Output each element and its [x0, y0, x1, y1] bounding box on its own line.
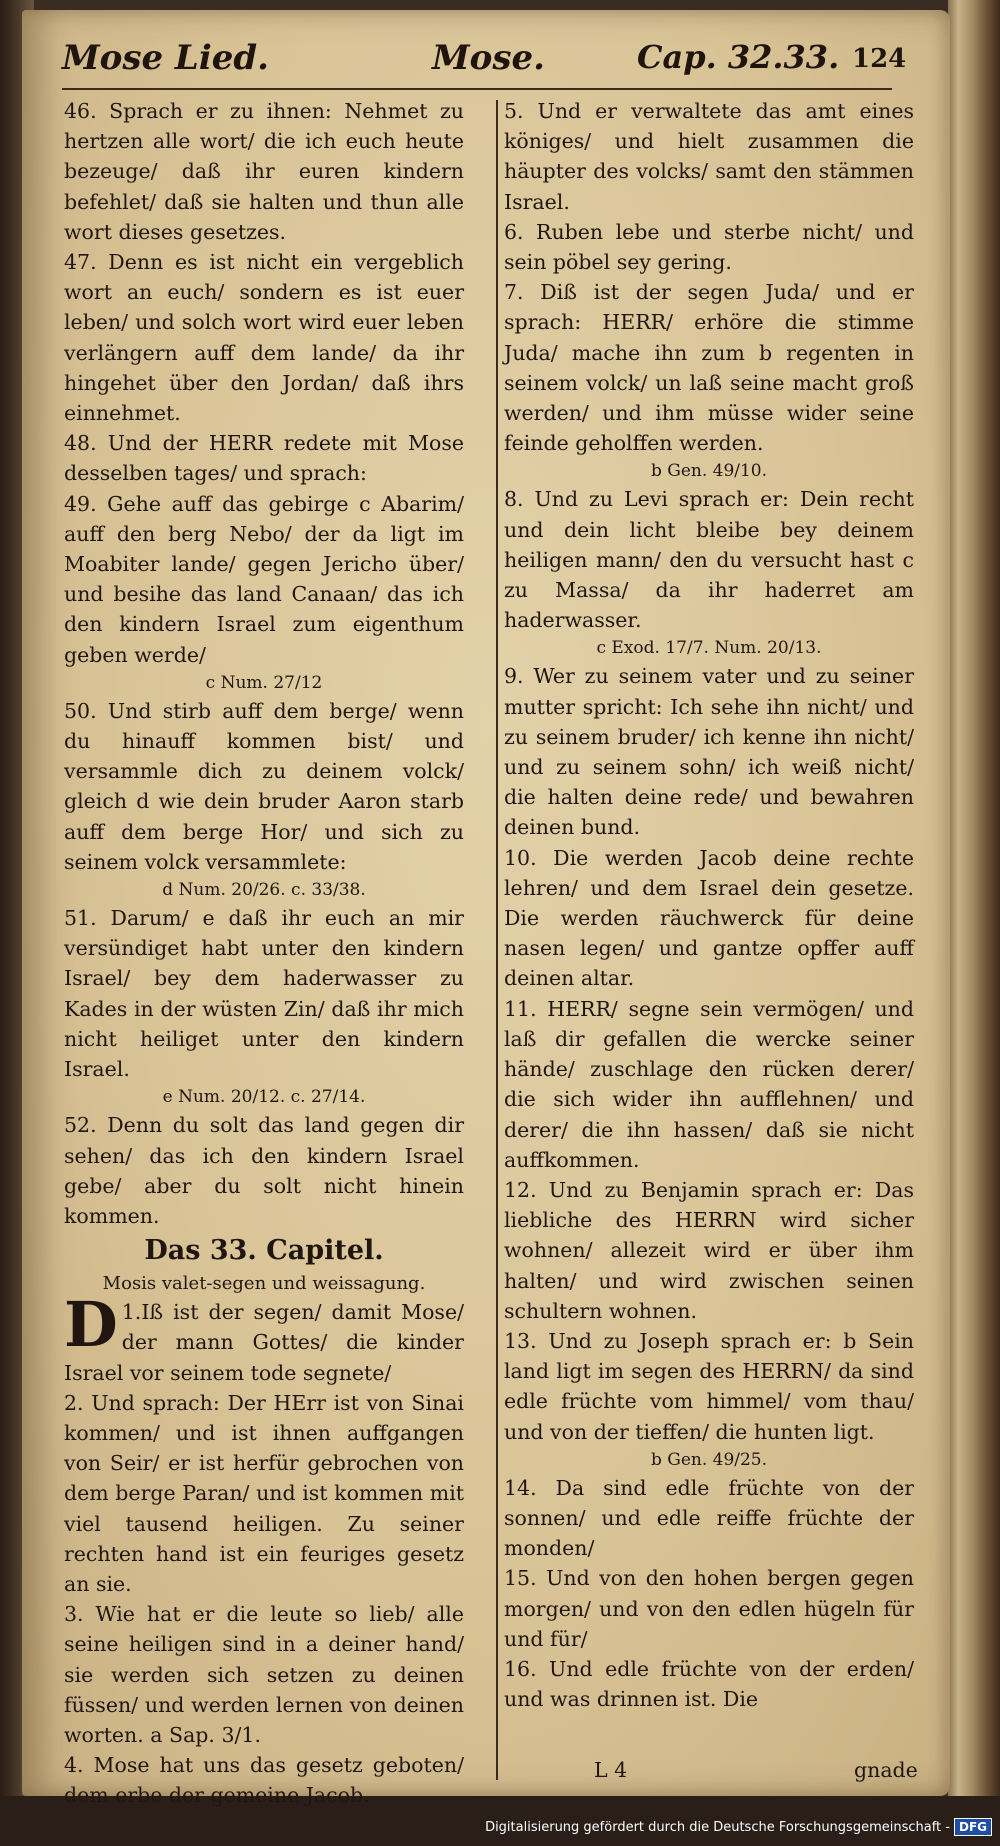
chapter-reference: Cap. 32.33.	[637, 38, 840, 76]
verse-paragraph: 7. Diß ist der segen Juda/ und er sprach: HERR/ erhöre die stimme Juda/ mache ihn zum b regenten in seinem volck/ un laß seine macht groß werden/ und ihm müsse wider seine feinde geholffen werden.	[504, 280, 914, 456]
catchword: gnade	[854, 1758, 918, 1782]
page-header	[62, 38, 907, 88]
cross-reference-note: d Num. 20/26. c. 33/38.	[162, 880, 366, 901]
verse-paragraph: 2. Und sprach: Der HErr ist von Sinai kommen/ und ist ihnen auffgangen von Seir/ er ist herfür gebrochen von dem berge Paran/ und ist kommen mit viel tausend heiligen. Zu seiner rechten hand ist ein feuriges gesetz an sie.	[64, 1390, 464, 1596]
verse-paragraph: 11. HERR/ segne sein vermögen/ und laß dir gefallen die wercke seiner hände/ zuschlage den rücken derer/ die sich wider ihn aufflehnen/ und derer/ die ihn hassen/ daß sie nicht auffkommen.	[504, 996, 914, 1172]
verse-paragraph: 3. Wie hat er die leute so lieb/ alle seine heiligen sind in a deiner hand/ sie werden sich setzen zu deinen füssen/ und werden lernen von deinen worten. a Sap. 3/1.	[64, 1602, 464, 1747]
drop-cap-initial: D	[64, 1288, 118, 1362]
dfg-logo: DFG	[954, 1818, 992, 1836]
column-divider	[496, 100, 498, 1780]
verse-paragraph: 52. Denn du solt das land gegen dir sehen/ das ich den kindern Israel gebe/ aber du solt nicht hinein kommen.	[64, 1113, 464, 1228]
verse-paragraph: 13. Und zu Joseph sprach er: b Sein land ligt im segen des HERRN/ da sind edle früchte vom himmel/ vom thau/ und von der tieffen/ die hunten ligt.	[504, 1328, 914, 1444]
cross-reference-note: b Gen. 49/25.	[650, 1449, 768, 1470]
verse-paragraph: 16. Und edle früchte von der erden/ und was drinnen ist. Die	[504, 1656, 914, 1712]
verse-paragraph: 8. Und zu Levi sprach er: Dein recht und dein licht bleibe bey deinem heiligen mann/ den du versucht hast c zu Massa/ da ihr haderret am haderwasser.	[504, 487, 914, 633]
page-stack-edge	[948, 0, 1000, 1846]
book-page	[22, 10, 950, 1808]
cross-reference-note: b Gen. 49/10.	[650, 461, 768, 482]
verse-paragraph: 49. Gehe auff das gebirge c Abarim/ auff den berg Nebo/ der da ligt im Moabiter lande/ gegen Jericho über/ und besihe das land Canaan/ das ich den kindern Israel zum eigenthum geben werde/	[64, 491, 464, 667]
chapter-summary: Mosis valet-segen und weissagung.	[102, 1273, 426, 1295]
running-head-center: Mose.	[432, 38, 545, 78]
verse-paragraph: 12. Und zu Benjamin sprach er: Das liebliche des HERRN wird sicher wohnen/ allezeit wird er über ihm halten/ und wird zwischen seinen schultern wohnen.	[504, 1177, 914, 1323]
verse-paragraph: 10. Die werden Jacob deine rechte lehren/ und dem Israel dein gesetze. Die werden räuchwerck für deine nasen legen/ und gantze opffer auff deinen altar.	[504, 845, 914, 991]
cross-reference-note: e Num. 20/12. c. 27/14.	[162, 1087, 366, 1108]
verse-paragraph: 15. Und von den hohen bergen gegen morgen/ und von den edlen hügeln für und für/	[504, 1566, 914, 1651]
credit-text: Digitalisierung gefördert durch die Deutsche Forschungsgemeinschaft -	[485, 1819, 950, 1835]
verse-text: Iß ist der segen/ damit Mose/ der mann Gottes/ die kinder Israel vor seinem tode segnete/	[64, 1300, 464, 1385]
signature-mark: L 4	[594, 1758, 628, 1782]
folio-number: 124	[852, 44, 907, 74]
cross-reference-note: c Exod. 17/7. Num. 20/13.	[596, 638, 822, 659]
verse-paragraph: 47. Denn es ist nicht ein vergeblich wort an euch/ sondern es ist euer leben/ und solch wort wird euer leben verlängern auff dem lande/ da ihr hingehet über den Jordan/ daß ihrs einnehmet.	[64, 250, 464, 426]
running-head-left: Mose Lied.	[62, 38, 269, 78]
verse-paragraph: 48. Und der HERR redete mit Mose desselben tages/ und sprach:	[64, 431, 464, 486]
chapter-title: Das 33. Capitel.	[144, 1235, 384, 1267]
verse-paragraph: 46. Sprach er zu ihnen: Nehmet zu hertzen alle wort/ die ich euch heute bezeuge/ daß ihr euren kindern befehlet/ daß sie halten und thun alle wort dieses gesetzes.	[64, 99, 464, 244]
verse-paragraph: 5. Und er verwaltete das amt eines königes/ und hielt zusammen die häupter des volcks/ samt den stämmen Israel.	[504, 99, 914, 214]
verse-paragraph: 51. Darum/ e daß ihr euch an mir versündiget habt unter den kindern Israel/ bey dem haderwasser zu Kades in der wüsten Zin/ daß ihr mich nicht heiliget unter den kindern Israel.	[64, 906, 464, 1082]
verse-paragraph: 6. Ruben lebe und sterbe nicht/ und sein pöbel sey gering.	[504, 219, 914, 275]
verse-paragraph: 50. Und stirb auff dem berge/ wenn du hinauff kommen bist/ und versammle dich zu deinem volck/ gleich d wie dein bruder Aaron starb auff dem berge Hor/ und sich zu seinem volck versammlete:	[64, 698, 464, 874]
verse-paragraph: 14. Da sind edle früchte von der sonnen/ und edle reiffe früchte der monden/	[504, 1475, 914, 1561]
text-column-left	[64, 96, 464, 1811]
verse-paragraph: 9. Wer zu seinem vater und zu seiner mutter spricht: Ich sehe ihn nicht/ und zu seinem bruder/ ich kenne ihn nicht/ und zu seinem sohn/ ich weiß nicht/ die halten deine rede/ und bewahren deinen bund.	[504, 664, 914, 840]
page-footer	[504, 1755, 918, 1787]
cross-reference-note: c Num. 27/12	[205, 672, 323, 693]
verse-paragraph: 4. Mose hat uns das gesetz geboten/ dem erbe der gemeine Jacob.	[64, 1753, 464, 1808]
digitization-credit	[485, 1816, 992, 1838]
verse-paragraph-dropcap	[64, 1288, 464, 1388]
text-column-right	[504, 96, 914, 1714]
verse-number: 1.	[121, 1300, 142, 1325]
header-rule	[62, 88, 892, 90]
